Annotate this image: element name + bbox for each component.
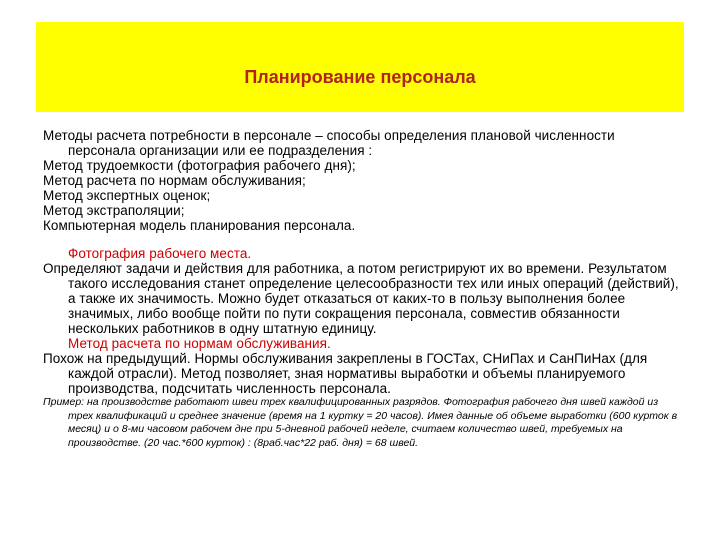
method-item-4: Метод экстраполяции; (43, 203, 185, 218)
method-item-2: Метод расчета по нормам обслуживания; (43, 173, 306, 188)
slide-body (43, 128, 683, 450)
norms-heading: Метод расчета по нормам обслуживания. (68, 336, 331, 351)
photo-description: Определяют задачи и действия для работника, а потом регистрируют их во времени. Результатом такого исследования станет определение целесообразности тех или иных операций (действий), а также их значимость. Можно будет отказаться от каких-то в пользу выполнения более значимых, либо вообще пойти по пути сокращения персонала, совместив обязанности нескольких работников в одну штатную единицу. (43, 261, 679, 336)
methods-intro: Методы расчета потребности в персонале – способы определения плановой численности персонала организации или ее подразделения : (43, 128, 615, 158)
photo-heading: Фотография рабочего места. (68, 246, 252, 261)
page-title: Планирование персонала (244, 67, 476, 87)
example-text: Пример: на производстве работают швеи трех квалифицированных разрядов. Фотография рабочего дня швей каждой из трех квалификаций и среднее значение (время на 1 куртку = 20 часов). Имея данные об объеме выработки (600 курток в месяц) и о 8-ми часовом рабочем дне при 5-дневной рабочей неделе, считаем количество швей, требуемых на производстве. (20 час.*600 курток) : (8раб.час*22 раб. дня) = 68 швей. (43, 396, 678, 449)
paragraph-gap (43, 233, 683, 246)
title-band (36, 22, 684, 112)
method-item-1: Метод трудоемкости (фотография рабочего дня); (43, 158, 356, 173)
method-item-3: Метод экспертных оценок; (43, 188, 211, 203)
norms-description: Похож на предыдущий. Нормы обслуживания закреплены в ГОСТах, СНиПах и СанПиНах (для каждой отрасли). Метод позволяет, зная нормативы выработки и объемы планируемого производства, подсчитать численность персонала. (43, 351, 648, 396)
method-item-5: Компьютерная модель планирования персонала. (43, 218, 356, 233)
